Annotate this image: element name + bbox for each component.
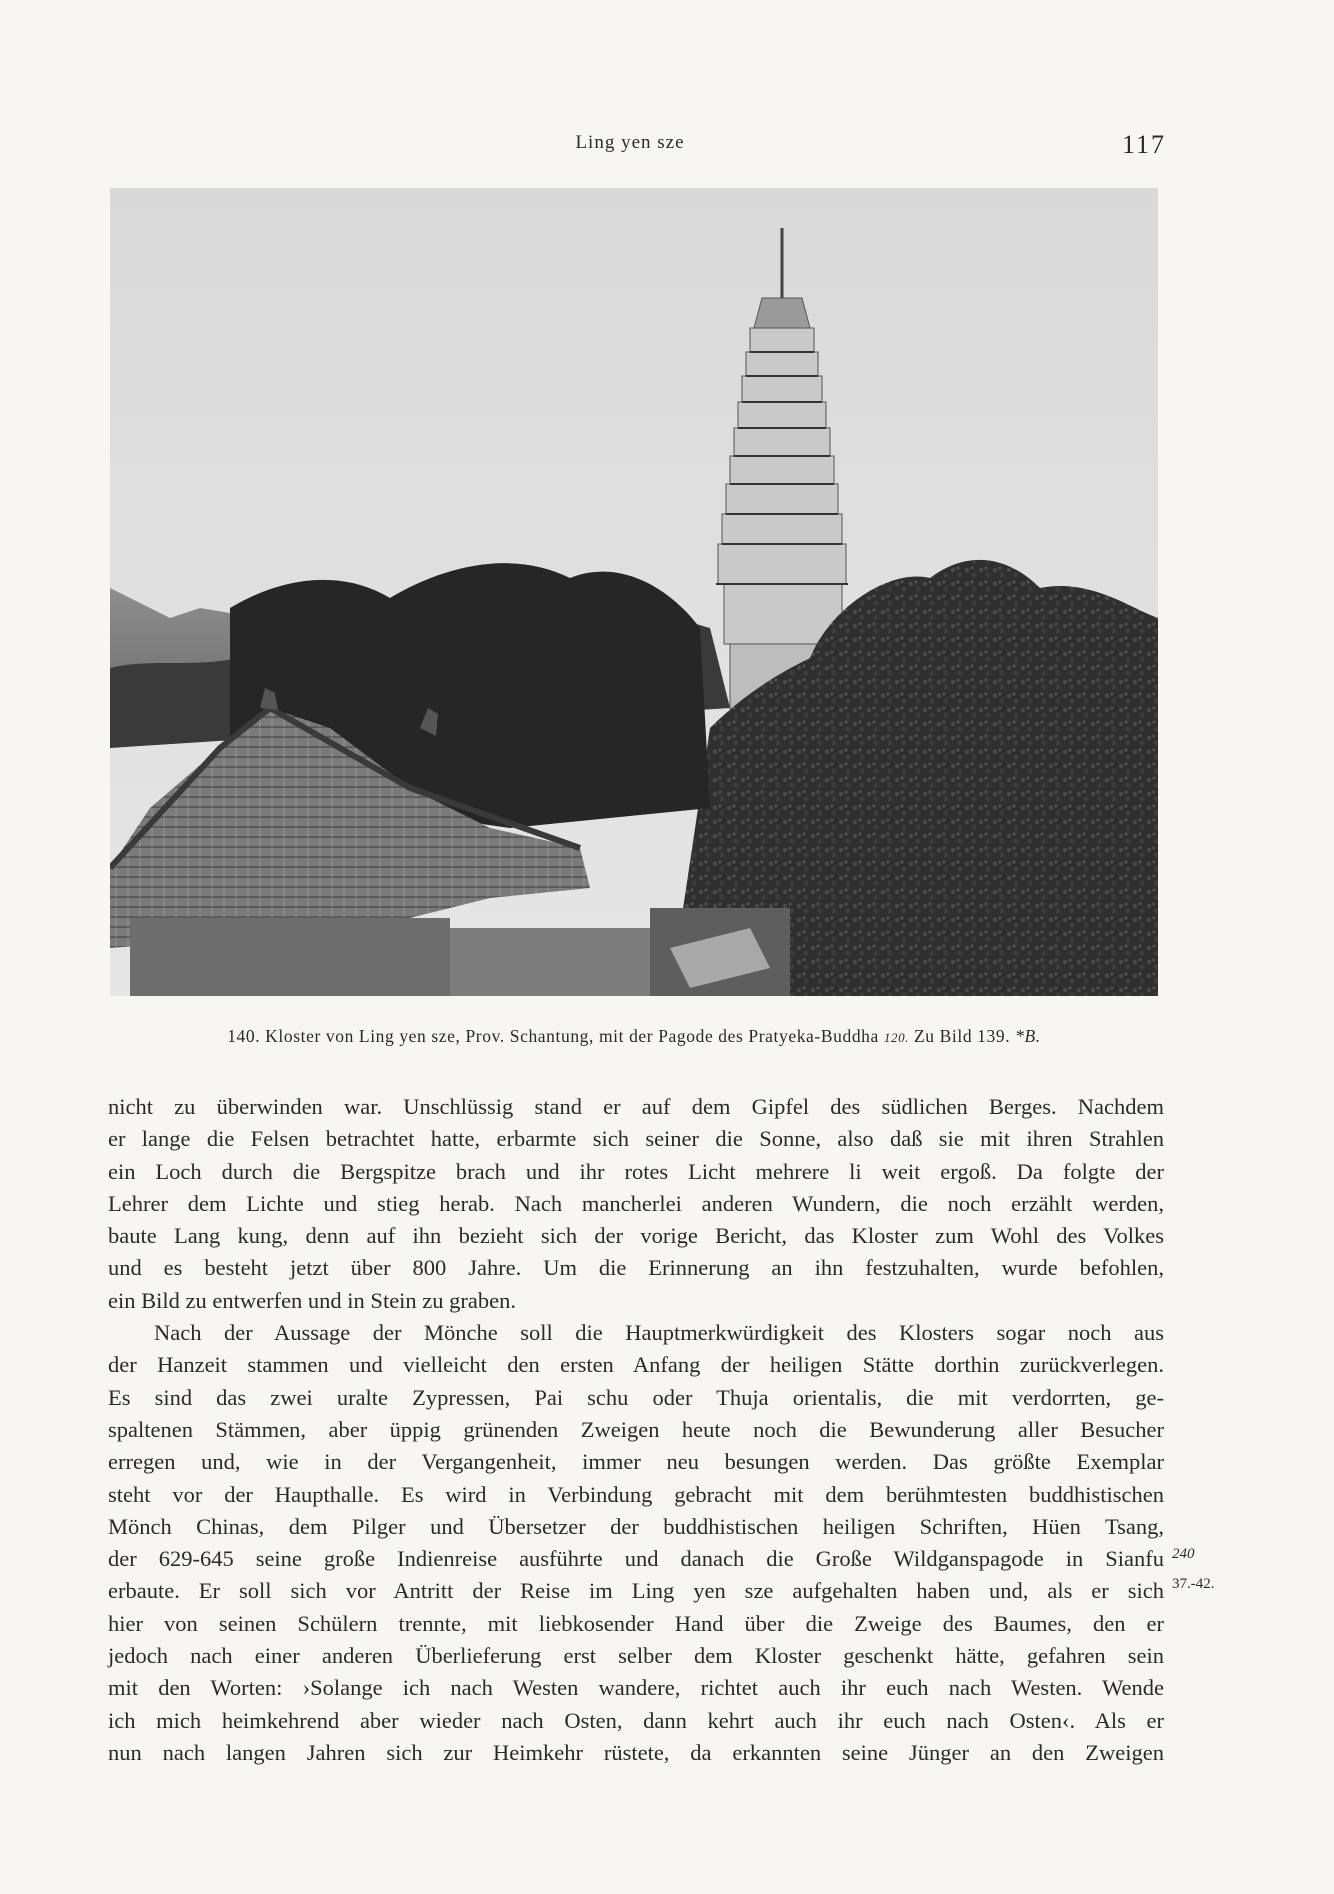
text-line: hier von seinen Schülern trennte, mit liebkosender Hand über die Zweige des Baumes, den er <box>108 1610 1164 1636</box>
text-line: spaltenen Stämmen, aber üppig grünenden Zweigen heute noch die Bewunderung aller Besucher <box>108 1416 1164 1442</box>
text-line: und es besteht jetzt über 800 Jahre. Um die Erinnerung an ihn festzuhalten, wurde befohlen, <box>108 1255 1164 1281</box>
text-line: Mönch Chinas, dem Pilger und Übersetzer der buddhistischen heiligen Schriften, Hüen Tsang, <box>108 1513 1164 1539</box>
text-line: nicht zu überwinden war. Unschlüssig stand er auf dem Gipfel des südlichen Berges. Nachdem <box>108 1094 1164 1119</box>
text-line: jedoch nach einer anderen Überlieferung erst selber dem Kloster geschenkt hätte, gefahren sein <box>108 1643 1164 1669</box>
text-line: der Hanzeit stammen und vielleicht den ersten Anfang der heiligen Stätte dorthin zurückverlegen. <box>108 1352 1164 1378</box>
text-line: Lehrer dem Lichte und stieg herab. Nach mancherlei anderen Wundern, die noch erzählt werden, <box>108 1190 1164 1216</box>
page-number: 117 <box>1122 130 1167 159</box>
text-line: Nach der Aussage der Mönche soll die Hauptmerkwürdigkeit des Klosters sogar noch aus <box>154 1320 1164 1346</box>
margin-note: 240 <box>1172 1546 1195 1562</box>
text-line: Es sind das zwei uralte Zypressen, Pai schu oder Thuja orientalis, die mit verdorrten, ge- <box>108 1384 1164 1410</box>
margin-note: 37.-42. <box>1172 1576 1215 1592</box>
text-line: der 629-645 seine große Indienreise ausführte und danach die Große Wildganspagode in Sianfu <box>108 1546 1164 1572</box>
caption-ref: 120. <box>883 1030 910 1045</box>
body-text <box>108 1091 1164 1769</box>
text-line: erbaute. Er soll sich vor Antritt der Reise im Ling yen sze aufgehalten haben und, als er sich <box>108 1578 1164 1604</box>
text-line: ein Loch durch die Bergspitze brach und ihr rotes Licht mehrere li weit ergoß. Da folgte der <box>108 1158 1164 1184</box>
text-line: erregen und, wie in der Vergangenheit, immer neu besungen werden. Das größte Exemplar <box>108 1449 1164 1475</box>
text-line: ich mich heimkehrend aber wieder nach Osten, dann kehrt auch ihr euch nach Osten‹. Als er <box>108 1707 1164 1733</box>
figure-caption <box>0 1026 1268 1047</box>
caption-main: 140. Kloster von Ling yen sze, Prov. Schantung, mit der Pagode des Pratyeka-Buddha <box>227 1026 879 1046</box>
text-line: nun nach langen Jahren sich zur Heimkehr rüstete, da erkannten seine Jünger an den Zweigen <box>108 1739 1164 1765</box>
text-line: er lange die Felsen betrachtet hatte, erbarmte sich seiner die Sonne, also daß sie mit ihren Strahlen <box>108 1126 1164 1152</box>
caption-tail: Zu Bild 139. <box>914 1026 1011 1046</box>
text-line: ein Bild zu entwerfen und in Stein zu graben. <box>108 1287 517 1313</box>
text-line: baute Lang kung, denn auf ihn bezieht sich der vorige Bericht, das Kloster zum Wohl des Volkes <box>108 1223 1164 1249</box>
text-line: steht vor der Haupthalle. Es wird in Verbindung gebracht mit dem berühmtesten buddhistischen <box>108 1481 1164 1507</box>
running-title: Ling yen sze <box>575 132 685 153</box>
text-line: mit den Worten: ›Solange ich nach Westen wandere, richtet auch ihr euch nach Westen. Wende <box>108 1675 1164 1701</box>
pagoda-photograph <box>110 188 1158 996</box>
caption-signature: *B. <box>1015 1026 1041 1046</box>
